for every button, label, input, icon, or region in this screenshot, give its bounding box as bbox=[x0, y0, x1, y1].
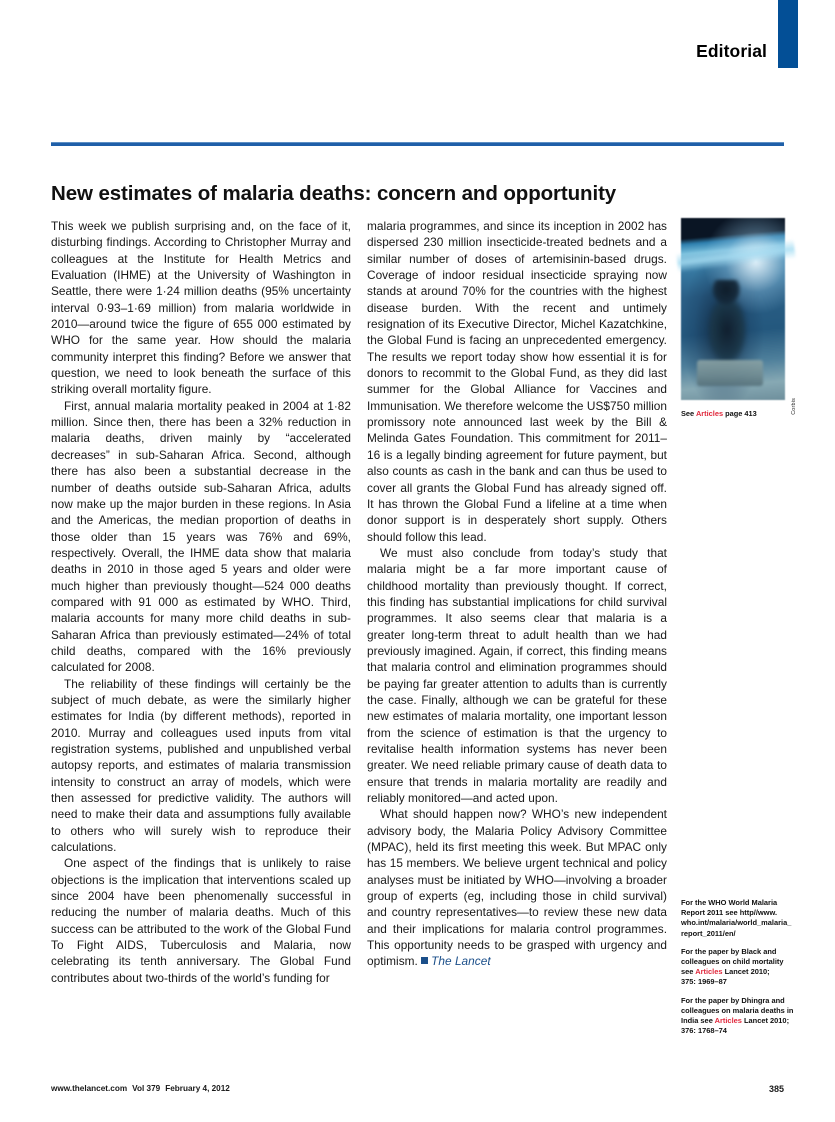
section-kicker: Editorial bbox=[696, 41, 767, 61]
reference-item bbox=[681, 898, 799, 939]
paragraph: This week we publish surprising and, on the face of it, disturbing findings. According to Christopher Murray and colleagues at the Institute for Health Metrics and Evaluation (IHME) at the University of Washington in Seattle, there were 1·24 million deaths (95% uncertainty interval 0·93–1·69 million) from malaria worldwide in 2010—around twice the figure of 655 000 estimated by WHO for the same year. How should the malaria community interpret this finding? Before we answer that question, we need to look beneath the surface of this striking overall mortality figure. bbox=[51, 219, 351, 397]
see-articles-suffix: page 413 bbox=[723, 409, 757, 418]
reference-line-suffix: Lancet 2010; bbox=[741, 1016, 790, 1026]
articles-cross-reference-link[interactable]: Articles bbox=[714, 1016, 742, 1026]
footer-site: www.thelancet.com bbox=[51, 1084, 128, 1093]
paragraph: We must also conclude from today’s study that malaria might be a far more important cause of childhood mortality than previously thought. If correct, this finding has substantial implications for child survival programmes. It also seems clear that malaria is a greater long-term threat to adult health than we had previously imagined. Again, if correct, this finding means that malaria control and elimination programmes should be paying far greater attention to adults than is currently the case. Finally, although we can be grateful for these new estimates of malaria mortality, one important lesson from the science of estimation is that the urgency to revitalise health information systems has never been greater. We need reliable primary cause of death data to ensure that trends in malaria mortality are readily and reliably monitored—and acted upon. bbox=[367, 545, 667, 806]
paragraph: The reliability of these findings will certainly be the subject of much debate, as were the similarly higher estimates for India (by different methods), reported in 2010. Murray and colleagues used inputs from vital registration systems, published and unpublished verbal autopsy reports, and estimates of malaria transmission intensity to construct an array of models, which were then assessed for predictive validity. The authors will need to make their data and assumptions fully available to others who will surely wish to reproduce their calculations. bbox=[51, 676, 351, 855]
reference-line: 375: 1969–87 bbox=[681, 977, 727, 987]
reference-line: 376: 1768–74 bbox=[681, 1026, 727, 1036]
header-rule bbox=[51, 142, 784, 146]
reference-line: colleagues on malaria deaths in bbox=[681, 1005, 794, 1015]
body-column-left bbox=[51, 218, 351, 986]
reference-line-suffix: Lancet 2010; bbox=[722, 967, 770, 977]
articles-cross-reference-link[interactable]: Articles bbox=[695, 967, 723, 977]
reference-item bbox=[681, 947, 799, 988]
reference-line-with-link bbox=[681, 1016, 799, 1026]
paragraph: First, annual malaria mortality peaked in 2004 at 1·82 million. Since then, there has been a 32% reduction in malaria deaths, driven mainly by “accelerated decreases” in sub-Saharan Africa. Second, although there has also been a substantial decrease in the number of deaths outside sub-Saharan Africa, adults now make up the major burden in these regions. In Asia and the Americas, the median proportion of deaths in those older than 15 years was 76% and 69%, respectively. Overall, the IHME data show that malaria deaths in 2010 in those aged 5 years and older were much higher than previously thought—524 000 deaths compared with 91 000 as estimated by WHO. Third, malaria accounts for many more child deaths in sub-Saharan Africa than previously estimated—24% of total child deaths, compared with the 16% previously calculated for 2008. bbox=[51, 398, 351, 675]
reference-item bbox=[681, 996, 799, 1037]
journal-signature: The Lancet bbox=[431, 954, 491, 969]
see-articles-note bbox=[681, 409, 801, 419]
paragraph-text: What should happen now? WHO’s new independent advisory body, the Malaria Policy Advisory Committee (MPAC), held its first meeting this week. But MPAC only has 15 members. We believe urgent technical and policy analyses must be initiated by WHO—involving a broader group of experts (eg, including those in child survival) and country representatives—to review these new data and their implications for malaria control programmes. This opportunity needs to be grasped with urgency and optimism. bbox=[367, 807, 667, 969]
reference-line-with-link bbox=[681, 967, 799, 977]
footer-date: February 4, 2012 bbox=[165, 1084, 230, 1093]
body-column-right bbox=[367, 218, 667, 970]
paragraph: One aspect of the findings that is unlikely to raise objections is the implication that interventions scaled up since 2004 have been phenomenally successful in reducing the number of malaria deaths. Much of this success can be attributed to the work of the Global Fund To Fight AIDS, Tuberculosis and Malaria, now celebrating its tenth anniversary. The Global Fund contributes about two-thirds of the world’s funding for bbox=[51, 856, 351, 985]
reference-line: colleagues on child mortality bbox=[681, 957, 784, 967]
reference-line: For the paper by Black and bbox=[681, 946, 777, 956]
paragraph: malaria programmes, and since its inception in 2002 has dispersed 230 million insecticide-treated bednets and a similar number of doses of artemisinin-based drugs. Coverage of indoor residual insecticide spraying now stands at around 70% for the countries with the highest disease burden. With the recent and untimely resignation of its Executive Director, Michel Kazatchkine, the Global Fund is facing an unprecedented emergency. The results we report today show how essential it is for donors to recommit to the Global Fund, as they did last summer for the Global Alliance for Vaccines and Immunisation. We therefore welcome the US$750 million promissory note announced last week by the Bill & Melinda Gates Foundation. This commitment for 2011–16 is a legally binding agreement for future payment, but also counts as cash in the bank and can thus be used to cover all grants the Global Fund has already signed off. It has thrown the Global Fund a lifeline at a time when donor support is in desperately short supply. Others should follow this lead. bbox=[367, 219, 667, 544]
reference-line: For the WHO World Malaria bbox=[681, 898, 778, 907]
page-header bbox=[0, 0, 835, 145]
reference-line-prefix: India see bbox=[681, 1016, 715, 1026]
page-title: New estimates of malaria deaths: concern and opportunity bbox=[51, 181, 617, 205]
header-accent-bar bbox=[778, 0, 798, 68]
footer-volume: Vol 379 bbox=[132, 1084, 161, 1093]
figure-credit: Corbis bbox=[791, 398, 797, 415]
articles-cross-reference-link[interactable]: Articles bbox=[695, 409, 724, 418]
rail-references bbox=[681, 898, 799, 1036]
reference-line: For the paper by Dhingra and bbox=[681, 995, 785, 1005]
right-rail bbox=[681, 218, 801, 419]
see-articles-prefix: See bbox=[681, 409, 696, 418]
reference-line-prefix: see bbox=[681, 967, 696, 977]
reference-line: report_2011/en/ bbox=[681, 928, 736, 938]
end-marker-icon bbox=[421, 957, 428, 964]
footer-citation bbox=[51, 1084, 230, 1093]
page-number: 385 bbox=[768, 1084, 784, 1094]
figure-foreground-ledge bbox=[697, 360, 763, 386]
reference-line: who.int/malaria/world_malaria_ bbox=[681, 918, 792, 928]
paragraph-with-signature bbox=[367, 806, 667, 969]
reference-line: Report 2011 see http//www. bbox=[681, 908, 778, 918]
